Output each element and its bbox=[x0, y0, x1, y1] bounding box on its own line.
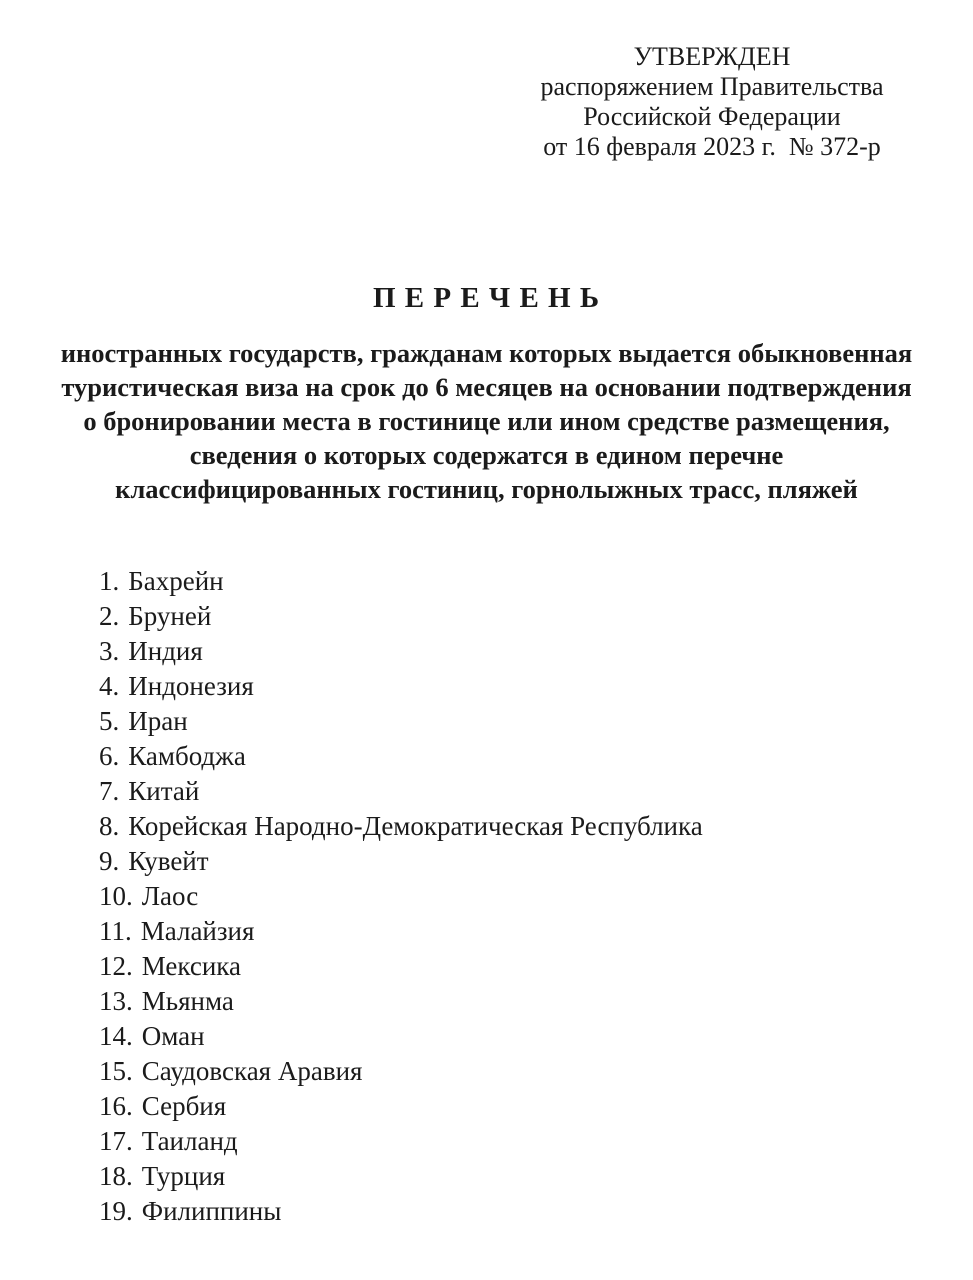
list-item-name: Индия bbox=[128, 636, 203, 666]
list-item-number: 13. bbox=[99, 986, 133, 1016]
list-item bbox=[99, 1054, 973, 1089]
list-item-number: 10. bbox=[99, 881, 133, 911]
list-item-number: 9. bbox=[99, 846, 120, 876]
list-item bbox=[99, 669, 973, 704]
list-item bbox=[99, 704, 973, 739]
list-item-number: 2. bbox=[99, 601, 120, 631]
list-item-name: Кувейт bbox=[128, 846, 209, 876]
list-item bbox=[99, 634, 973, 669]
document-title: П Е Р Е Ч Е Н Ь bbox=[372, 282, 601, 314]
list-item-name: Оман bbox=[141, 1021, 205, 1051]
list-item bbox=[99, 879, 973, 914]
list-item-name: Бахрейн bbox=[128, 566, 224, 596]
list-item-number: 5. bbox=[99, 706, 120, 736]
list-item bbox=[99, 809, 973, 844]
list-item-name: Камбоджа bbox=[128, 741, 246, 771]
list-item bbox=[99, 1019, 973, 1054]
list-item-number: 17. bbox=[99, 1126, 133, 1156]
subtitle-line: туристическая виза на срок до 6 месяцев на основании подтверждения bbox=[61, 372, 912, 402]
list-item-name: Таиланд bbox=[141, 1126, 238, 1156]
list-item-number: 19. bbox=[99, 1196, 133, 1226]
country-list bbox=[0, 564, 973, 1229]
list-item bbox=[99, 599, 973, 634]
list-item bbox=[99, 774, 973, 809]
list-item-number: 4. bbox=[99, 671, 120, 701]
list-item-name: Турция bbox=[141, 1161, 226, 1191]
list-item-name: Китай bbox=[128, 776, 200, 806]
list-item bbox=[99, 914, 973, 949]
list-item-name: Саудовская Аравия bbox=[141, 1056, 363, 1086]
list-item-name: Корейская Народно-Демократическая Республика bbox=[128, 811, 703, 841]
approval-stamp bbox=[517, 42, 907, 162]
list-item-number: 6. bbox=[99, 741, 120, 771]
list-item-name: Индонезия bbox=[128, 671, 254, 701]
list-item-name: Филиппины bbox=[141, 1196, 282, 1226]
list-item-number: 1. bbox=[99, 566, 120, 596]
list-item bbox=[99, 1194, 973, 1229]
list-item-name: Малайзия bbox=[140, 916, 255, 946]
approval-line: от 16 февраля 2023 г. № 372-р bbox=[543, 132, 881, 161]
list-item-number: 14. bbox=[99, 1021, 133, 1051]
list-item bbox=[99, 564, 973, 599]
list-item-number: 3. bbox=[99, 636, 120, 666]
list-item-name: Иран bbox=[128, 706, 188, 736]
list-item bbox=[99, 1159, 973, 1194]
list-item bbox=[99, 1124, 973, 1159]
list-item-name: Бруней bbox=[128, 601, 212, 631]
subtitle-line: сведения о которых содержатся в едином перечне bbox=[189, 440, 784, 470]
list-item-number: 18. bbox=[99, 1161, 133, 1191]
list-item-number: 12. bbox=[99, 951, 133, 981]
list-item-name: Лаос bbox=[141, 881, 199, 911]
list-item-number: 11. bbox=[99, 916, 132, 946]
list-item-number: 8. bbox=[99, 811, 120, 841]
list-item bbox=[99, 984, 973, 1019]
list-item-name: Сербия bbox=[141, 1091, 227, 1121]
approval-line: распоряжением Правительства bbox=[540, 72, 884, 101]
list-item bbox=[99, 739, 973, 774]
list-item-number: 16. bbox=[99, 1091, 133, 1121]
approval-line: Российской Федерации bbox=[583, 102, 841, 131]
document-subtitle bbox=[0, 336, 973, 506]
subtitle-line: иностранных государств, гражданам которых выдается обыкновенная bbox=[60, 338, 913, 368]
list-item bbox=[99, 949, 973, 984]
approval-line: УТВЕРЖДЕН bbox=[633, 42, 791, 71]
list-item-name: Мексика bbox=[141, 951, 241, 981]
list-item-name: Мьянма bbox=[141, 986, 234, 1016]
list-item-number: 15. bbox=[99, 1056, 133, 1086]
subtitle-line: классифицированных гостиниц, горнолыжных трасс, пляжей bbox=[115, 474, 858, 504]
list-item bbox=[99, 1089, 973, 1124]
list-item-number: 7. bbox=[99, 776, 120, 806]
subtitle-line: о бронировании места в гостинице или ином средстве размещения, bbox=[83, 406, 890, 436]
list-item bbox=[99, 844, 973, 879]
